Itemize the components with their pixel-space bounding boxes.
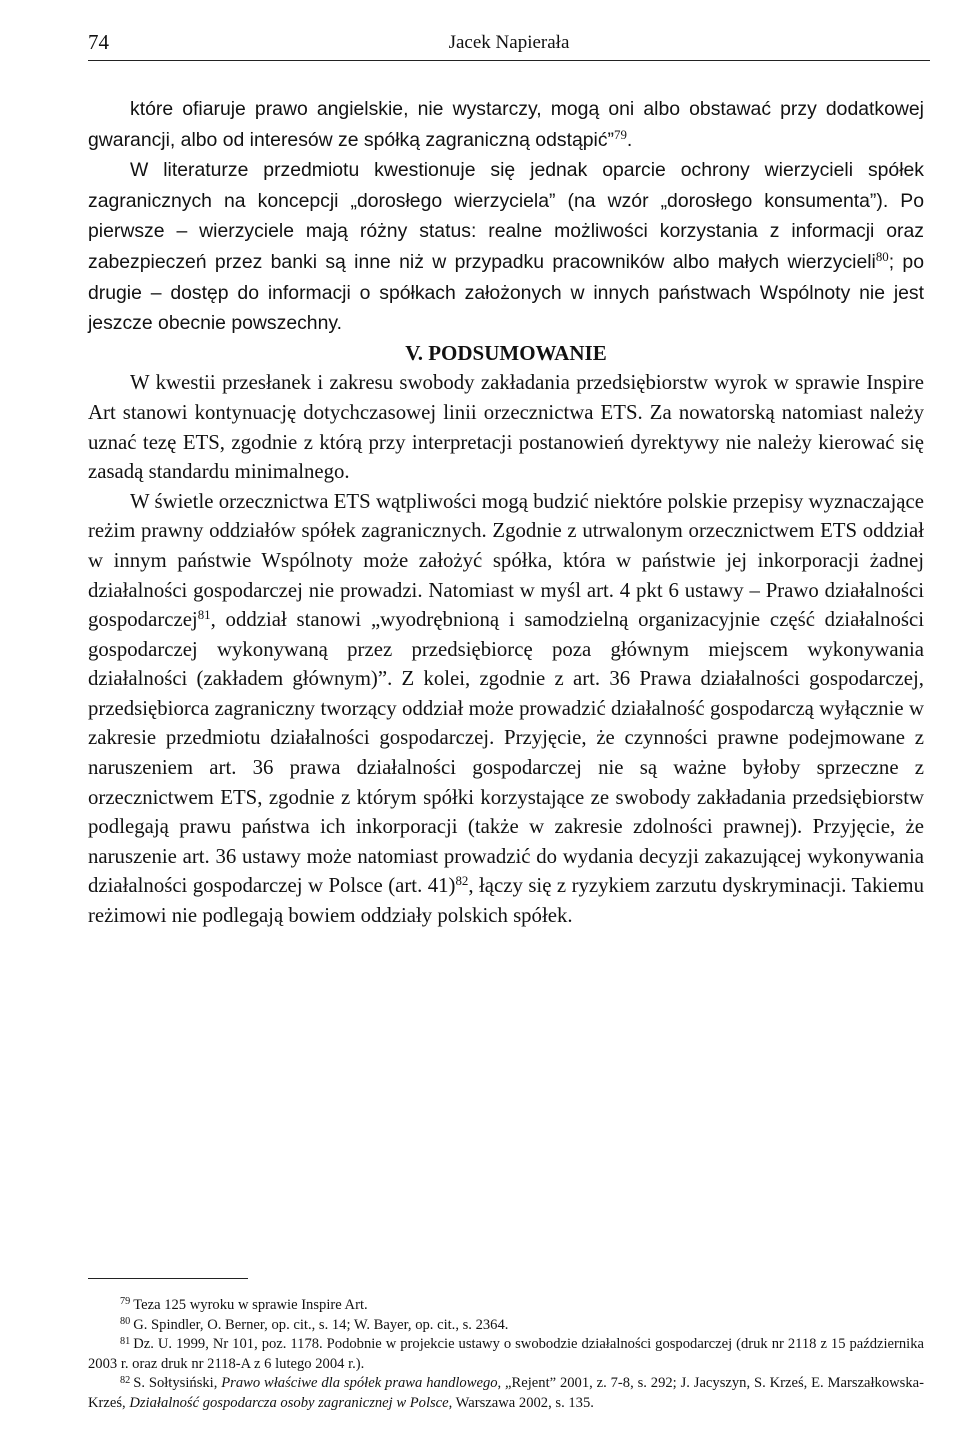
footnote-number: 79 xyxy=(120,1296,131,1308)
footnote-text: G. Spindler, O. Berner, op. cit., s. 14; W. Bayer, op. cit., s. 2364. xyxy=(133,1316,509,1333)
footnote-text: , Warszawa 2002, s. 135. xyxy=(448,1394,594,1411)
paragraph-text: , łączy się z ryzykiem zarzutu dyskryminacji. Takiemu reżimowi nie podlegają bowiem oddziały polskich spółek. xyxy=(88,874,924,928)
paragraph-text: które ofiaruje prawo angielskie, nie wystarczy, mogą oni albo obstawać przy dodatkowej gwarancji, albo od interesów ze spółką zagraniczną odstąpić” xyxy=(88,98,924,151)
footnote-79 xyxy=(88,1296,924,1316)
footnote-number: 82 xyxy=(120,1374,131,1386)
paragraph-text: . xyxy=(626,128,633,151)
page-number: 74 xyxy=(88,30,109,54)
footnote-text: , „Rejent” 2001, z. 7-8, s. 292; J. Jacyszyn, S. Krześ, E. Marszałkowska-Krześ, xyxy=(88,1375,924,1411)
running-head-author: Jacek Napierała xyxy=(448,32,570,53)
paragraph-continuation xyxy=(88,94,924,155)
footnote-title-italic: Prawo właściwe dla spółek prawa handlowego xyxy=(221,1375,498,1392)
paragraph-literature xyxy=(88,155,924,339)
footnote-text: Dz. U. 1999, Nr 101, poz. 1178. Podobnie w projekcie ustawy o swobodzie działalności gospodarczej (druk nr 2118 z 15 października 2003 r. oraz druk nr 2118-A z 6 lutego 2004 r.). xyxy=(88,1336,924,1372)
footnote-82 xyxy=(88,1374,924,1413)
body-text xyxy=(88,94,924,931)
footnote-divider xyxy=(88,1278,248,1279)
paragraph-text: W świetle orzecznictwa ETS wątpliwości mogą budzić niektóre polskie przepisy wyznaczające reżim prawny oddziałów spółek zagranicznych. Zgodnie z utrwalonym orzecznictwem ETS oddział w innym państwie Wspólnoty może założyć spółka, która w państwie jej inkorporacji żadnej działalności gospodarczej nie prowadzi. Natomiast w myśl art. 4 pkt 6 ustawy – Prawo działalności gospodarczej xyxy=(88,489,924,632)
footnote-80 xyxy=(88,1316,924,1336)
paragraph-text: , oddział stanowi „wyodrębnioną i samodzielną organizacyjnie część działalności gospodarczej wykonywaną przez przedsiębiorcę poza głównym miejscem wykonywania działalności (zakładem głównym)”. Z kolei, zgodnie z art. 36 Prawa działalności gospodarczej, przedsiębiorca zagraniczny tworzący oddział może prowadzić działalność gospodarczą wyłącznie w zakresie przedmiotu działalności gospodarczej. Przyjęcie, że czynności prawne podejmowane z naruszeniem art. 36 prawa działalności gospodarczej nie są ważne byłoby sprzeczne z orzecznictwem ETS, zgodnie z którym spółki korzystające ze swobody zakładania przedsiębiorstw podlegają prawu państwa ich inkorporacji (także w zakresie zdolności prawnej). Przyjęcie, że naruszenie art. 36 ustawy może natomiast prowadzić do wydania decyzji zakazującej wykonywania działalności gospodarczej w Polsce (art. 41) xyxy=(88,608,924,898)
footnote-number: 80 xyxy=(120,1316,131,1327)
footnote-text: Teza 125 wyroku w sprawie Inspire Art. xyxy=(133,1297,368,1313)
paragraph-text: ; po drugie – dostęp do informacji o spółkach założonych w innych państwach Wspólnoty nie jest jeszcze obecnie powszechny. xyxy=(88,250,925,335)
footnote-ref-80: 80 xyxy=(875,249,889,264)
footnote-81 xyxy=(88,1335,924,1374)
paragraph-summary: W kwestii przesłanek i zakresu swobody zakładania przedsiębiorstw wyrok w sprawie Inspire Art stanowi kontynuację dotychczasowej linii orzecznictwa ETS. Za nowatorską natomiast należy uznać tezę ETS, zgodnie z którą przy interpretacji postanowień dyrektywy nie należy kierować się zasadą standardu minimalnego. xyxy=(88,371,924,484)
paragraph-branches xyxy=(88,487,924,931)
footnote-title-italic: Działalność gospodarcza osoby zagranicznej w Polsce xyxy=(129,1394,449,1411)
section-title: V. PODSUMOWANIE xyxy=(405,340,607,365)
footnote-ref-82: 82 xyxy=(455,874,469,889)
running-header xyxy=(88,28,930,61)
footnotes xyxy=(88,1296,924,1414)
footnote-ref-79: 79 xyxy=(614,127,627,142)
footnote-number: 81 xyxy=(120,1335,131,1347)
paragraph-text: W literaturze przedmiotu kwestionuje się jednak oparcie ochrony wierzycieli spółek zagranicznych na koncepcji „dorosłego wierzyciela” (na wzór „dorosłego konsumenta”). Po pierwsze – wierzyciele mają różny status: realne możliwości korzystania z informacji oraz zabezpieczeń przez banki są inne niż w przypadku pracowników albo małych wierzycieli xyxy=(88,159,924,273)
footnote-ref-81: 81 xyxy=(197,608,211,623)
footnote-text: S. Sołtysiński, xyxy=(133,1375,222,1392)
